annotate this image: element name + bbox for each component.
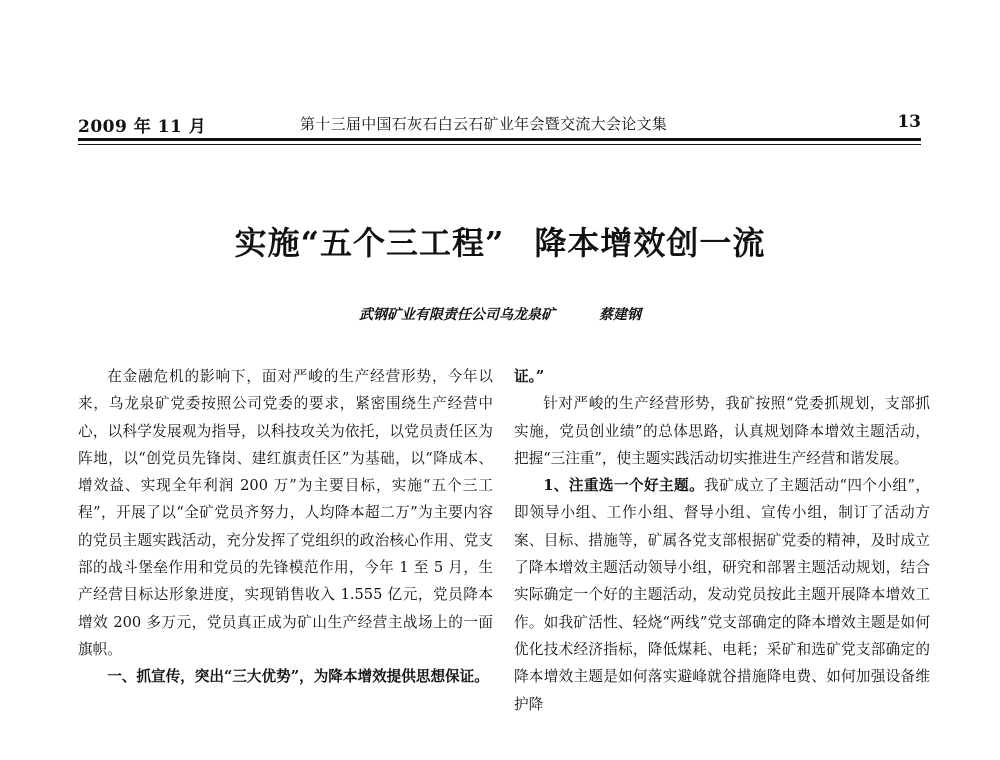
paragraph-approach: 针对严峻的生产经营形势，我矿按照“党委抓规划，支部抓实施，党员创业绩”的总体思路，认真规划降本增效主题活动，把握“三注重”，使主题实践活动切实推进生产经营和谐发展。 bbox=[514, 395, 930, 467]
paragraph-point-1 bbox=[514, 472, 930, 718]
heading-continuation: 证。” bbox=[514, 368, 545, 385]
section-heading-1: 一、抓宣传，突出“三大优势”，为降本增效提供思想保证。 bbox=[107, 668, 489, 686]
point-1-heading: 1、注重选一个好主题。 bbox=[543, 477, 705, 495]
header-journal-title: 第十三届中国石灰石白云石矿业年会暨交流大会论文集 bbox=[300, 115, 668, 133]
article-title-part2: 降本增效创一流 bbox=[534, 224, 766, 262]
header-rule-thick bbox=[78, 138, 921, 141]
body-column-right bbox=[514, 363, 930, 718]
byline bbox=[0, 304, 1000, 324]
author-affiliation: 武钢矿业有限责任公司乌龙泉矿 bbox=[359, 307, 555, 323]
article-title bbox=[0, 218, 1000, 264]
header-page-number: 13 bbox=[897, 112, 921, 132]
paragraph-intro: 在金融危机的影响下，面对严峻的生产经营形势，今年以来，乌龙泉矿党委按照公司党委的要求，紧密围绕生产经营中心，以科学发展观为指导，以科技攻关为依托，以党员责任区为阵地，以“创党员先锋岗、建红旗责任区”为基础，以“降成本、增效益、实现全年利润 200 万”为主要目标，实施“五个三工程”，开展了以“全矿党员齐努力，人均降本超二万”为主要内容的党员主题实践活动，充分发挥了党组织的政治核心作用、党支部的战斗堡垒作用和党员的先锋模范作用，今年 1 至 5 月，生产经营目标达形象进度，实现销售收入 1.555 亿元，党员降本增效 200 多万元，党员真正成为矿山生产经营主战场上的一面旗帜。 bbox=[78, 368, 493, 658]
article-title-part1: 实施“五个三工程” bbox=[234, 224, 505, 262]
header-rule-thin bbox=[78, 144, 921, 145]
body-column-left bbox=[78, 363, 493, 691]
running-header bbox=[78, 112, 921, 137]
point-1-text: 我矿成立了主题活动“四个小组”，即领导小组、工作小组、督导小组、宣传小组，制订了活动方案、目标、措施等，矿属各党支部根据矿党委的精神，及时成立了降本增效主题活动领导小组，研究和部署主题活动规划，结合实际确定一个好的主题活动，发动党员按此主题开展降本增效工作。如我矿活性、轻烧“两线”党支部确定的降本增效主题是如何优化技术经济指标，降低煤耗、电耗；采矿和选矿党支部确定的降本增效主题是如何落实避峰就谷措施降电费、如何加强设备维护降 bbox=[514, 477, 930, 713]
author-name: 蔡建钢 bbox=[599, 307, 641, 323]
header-date: 2009 年 11 月 bbox=[78, 117, 207, 137]
